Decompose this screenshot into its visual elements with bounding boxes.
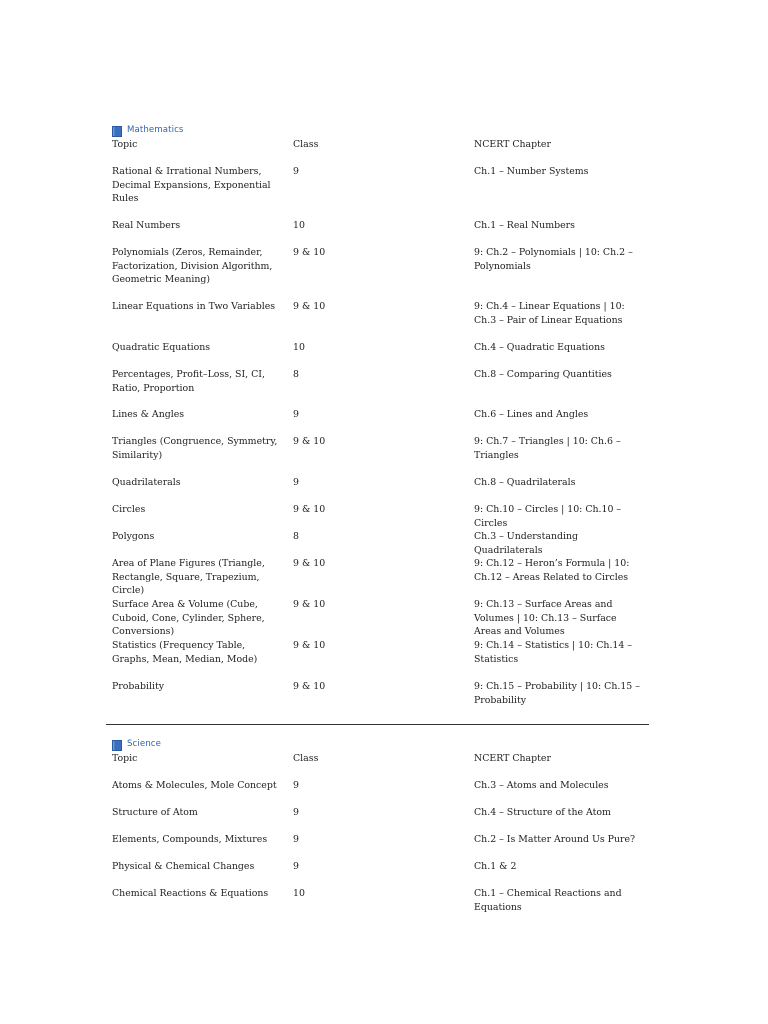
cell-chapter	[474, 341, 652, 368]
topic-text: Rational & Irrational Numbers, Decimal Expansions, Exponential Rules	[112, 166, 271, 204]
chapter-text: 9: Ch.10 – Circles | 10: Ch.10 – Circles	[474, 504, 622, 529]
class-text: 9	[293, 166, 299, 177]
mathematics-table	[112, 138, 652, 708]
cell-chapter	[474, 503, 652, 530]
chapter-text: Ch.8 – Quadrilaterals	[474, 477, 576, 488]
table-row	[112, 530, 652, 557]
cell-chapter	[474, 435, 652, 476]
topic-text: Chemical Reactions & Equations	[112, 888, 269, 899]
column-header-topic: Topic	[112, 139, 138, 150]
table-row	[112, 476, 652, 503]
topic-text: Real Numbers	[112, 220, 181, 231]
class-text: 9 & 10	[293, 558, 326, 569]
book-icon	[112, 126, 122, 137]
cell-topic	[112, 246, 293, 300]
topic-text: Area of Plane Figures (Triangle, Rectangle, Square, Trapezium, Circle)	[112, 558, 265, 596]
table-header-row	[112, 138, 652, 165]
class-text: 9	[293, 861, 299, 872]
table-row	[112, 680, 652, 708]
table-row	[112, 341, 652, 368]
column-header-chapter: NCERT Chapter	[474, 753, 551, 764]
class-text: 9	[293, 477, 299, 488]
cell-chapter	[474, 557, 652, 598]
cell-topic	[112, 476, 293, 503]
chapter-text: 9: Ch.13 – Surface Areas and Volumes | 10: Ch.13 – Surface Areas and Volumes	[474, 599, 617, 637]
table-header-row	[112, 752, 652, 779]
column-header-class: Class	[293, 139, 319, 150]
cell-topic	[112, 860, 293, 887]
topic-text: Polygons	[112, 531, 155, 542]
class-text: 9 & 10	[293, 504, 326, 515]
cell-topic	[112, 887, 293, 915]
class-text: 9 & 10	[293, 681, 326, 692]
cell-topic	[112, 503, 293, 530]
chapter-text: Ch.3 – Atoms and Molecules	[474, 780, 609, 791]
cell-class	[293, 860, 474, 887]
cell-class	[293, 408, 474, 435]
cell-chapter	[474, 246, 652, 300]
topic-text: Structure of Atom	[112, 807, 198, 818]
cell-class	[293, 779, 474, 806]
class-text: 9	[293, 807, 299, 818]
class-text: 10	[293, 888, 305, 899]
cell-chapter	[474, 680, 652, 708]
cell-class	[293, 680, 474, 708]
cell-chapter	[474, 219, 652, 246]
class-text: 10	[293, 342, 305, 353]
topic-text: Probability	[112, 681, 165, 692]
chapter-text: Ch.4 – Structure of the Atom	[474, 807, 611, 818]
cell-class	[293, 806, 474, 833]
cell-class	[293, 435, 474, 476]
cell-chapter	[474, 779, 652, 806]
cell-class	[293, 887, 474, 915]
chapter-text: Ch.8 – Comparing Quantities	[474, 369, 612, 380]
topic-text: Percentages, Profit–Loss, SI, CI, Ratio, Proportion	[112, 369, 265, 394]
table-row	[112, 779, 652, 806]
section-title: Science	[127, 739, 162, 750]
table-row	[112, 300, 652, 341]
cell-topic	[112, 435, 293, 476]
cell-topic	[112, 833, 293, 860]
section-title: Mathematics	[127, 125, 184, 136]
cell-topic	[112, 639, 293, 680]
topic-text: Statistics (Frequency Table, Graphs, Mean, Median, Mode)	[112, 640, 258, 665]
class-text: 9 & 10	[293, 436, 326, 447]
topic-text: Quadrilaterals	[112, 477, 181, 488]
chapter-text: Ch.3 – Understanding Quadrilaterals	[474, 531, 579, 556]
topic-text: Elements, Compounds, Mixtures	[112, 834, 268, 845]
column-header-chapter: NCERT Chapter	[474, 139, 551, 150]
class-text: 9 & 10	[293, 247, 326, 258]
cell-topic	[112, 530, 293, 557]
cell-class	[293, 219, 474, 246]
cell-chapter	[474, 598, 652, 639]
table-row	[112, 435, 652, 476]
chapter-text: Ch.4 – Quadratic Equations	[474, 342, 605, 353]
column-header-topic: Topic	[112, 753, 138, 764]
cell-class	[293, 368, 474, 408]
table-row	[112, 246, 652, 300]
book-icon	[112, 740, 122, 751]
chapter-text: Ch.6 – Lines and Angles	[474, 409, 589, 420]
cell-topic	[112, 165, 293, 219]
cell-class	[293, 246, 474, 300]
cell-chapter	[474, 300, 652, 341]
chapter-text: 9: Ch.15 – Probability | 10: Ch.15 – Probability	[474, 681, 640, 706]
cell-topic	[112, 219, 293, 246]
table-row	[112, 806, 652, 833]
topic-text: Linear Equations in Two Variables	[112, 301, 276, 312]
cell-chapter	[474, 860, 652, 887]
science-rows	[112, 779, 652, 915]
table-row	[112, 833, 652, 860]
topic-text: Polynomials (Zeros, Remainder, Factorization, Division Algorithm, Geometric Meaning)	[112, 247, 273, 285]
topic-text: Surface Area & Volume (Cube, Cuboid, Cone, Cylinder, Sphere, Conversions)	[112, 599, 265, 637]
table-row	[112, 557, 652, 598]
table-row	[112, 408, 652, 435]
class-text: 8	[293, 531, 299, 542]
science-section	[112, 738, 652, 915]
table-row	[112, 503, 652, 530]
table-row	[112, 219, 652, 246]
topic-text: Quadratic Equations	[112, 342, 211, 353]
table-row	[112, 639, 652, 680]
topic-text: Atoms & Molecules, Mole Concept	[112, 780, 277, 791]
cell-chapter	[474, 165, 652, 219]
cell-class	[293, 503, 474, 530]
chapter-text: Ch.2 – Is Matter Around Us Pure?	[474, 834, 636, 845]
cell-chapter	[474, 833, 652, 860]
table-row	[112, 368, 652, 408]
cell-topic	[112, 806, 293, 833]
chapter-text: Ch.1 & 2	[474, 861, 517, 872]
chapter-text: 9: Ch.2 – Polynomials | 10: Ch.2 – Polynomials	[474, 247, 633, 272]
cell-chapter	[474, 806, 652, 833]
cell-chapter	[474, 887, 652, 915]
topic-text: Triangles (Congruence, Symmetry, Similarity)	[112, 436, 278, 461]
class-text: 9 & 10	[293, 599, 326, 610]
cell-topic	[112, 680, 293, 708]
class-text: 9 & 10	[293, 301, 326, 312]
chapter-text: 9: Ch.7 – Triangles | 10: Ch.6 – Triangles	[474, 436, 621, 461]
chapter-text: 9: Ch.14 – Statistics | 10: Ch.14 – Statistics	[474, 640, 633, 665]
cell-class	[293, 341, 474, 368]
class-text: 9	[293, 834, 299, 845]
cell-topic	[112, 368, 293, 408]
cell-class	[293, 165, 474, 219]
chapter-text: 9: Ch.12 – Heron’s Formula | 10: Ch.12 – Areas Related to Circles	[474, 558, 630, 583]
cell-topic	[112, 341, 293, 368]
cell-chapter	[474, 408, 652, 435]
cell-chapter	[474, 530, 652, 557]
cell-class	[293, 476, 474, 503]
science-heading	[112, 738, 652, 752]
cell-class	[293, 530, 474, 557]
column-header-class: Class	[293, 753, 319, 764]
chapter-text: Ch.1 – Number Systems	[474, 166, 589, 177]
cell-class	[293, 833, 474, 860]
mathematics-rows	[112, 165, 652, 708]
cell-chapter	[474, 476, 652, 503]
topic-text: Lines & Angles	[112, 409, 185, 420]
class-text: 9	[293, 780, 299, 791]
cell-topic	[112, 408, 293, 435]
class-text: 9	[293, 409, 299, 420]
chapter-text: 9: Ch.4 – Linear Equations | 10: Ch.3 – Pair of Linear Equations	[474, 301, 625, 326]
topic-text: Circles	[112, 504, 146, 515]
table-row	[112, 165, 652, 219]
table-row	[112, 598, 652, 639]
cell-topic	[112, 598, 293, 639]
cell-topic	[112, 300, 293, 341]
chapter-text: Ch.1 – Chemical Reactions and Equations	[474, 888, 622, 913]
chapter-text: Ch.1 – Real Numbers	[474, 220, 575, 231]
topic-text: Physical & Chemical Changes	[112, 861, 255, 872]
class-text: 10	[293, 220, 305, 231]
science-table	[112, 752, 652, 915]
mathematics-section	[112, 124, 652, 708]
cell-chapter	[474, 368, 652, 408]
cell-class	[293, 557, 474, 598]
section-divider	[106, 724, 649, 725]
cell-class	[293, 300, 474, 341]
cell-class	[293, 639, 474, 680]
class-text: 9 & 10	[293, 640, 326, 651]
cell-topic	[112, 557, 293, 598]
cell-topic	[112, 779, 293, 806]
table-row	[112, 887, 652, 915]
class-text: 8	[293, 369, 299, 380]
cell-class	[293, 598, 474, 639]
cell-chapter	[474, 639, 652, 680]
mathematics-heading	[112, 124, 652, 138]
table-row	[112, 860, 652, 887]
